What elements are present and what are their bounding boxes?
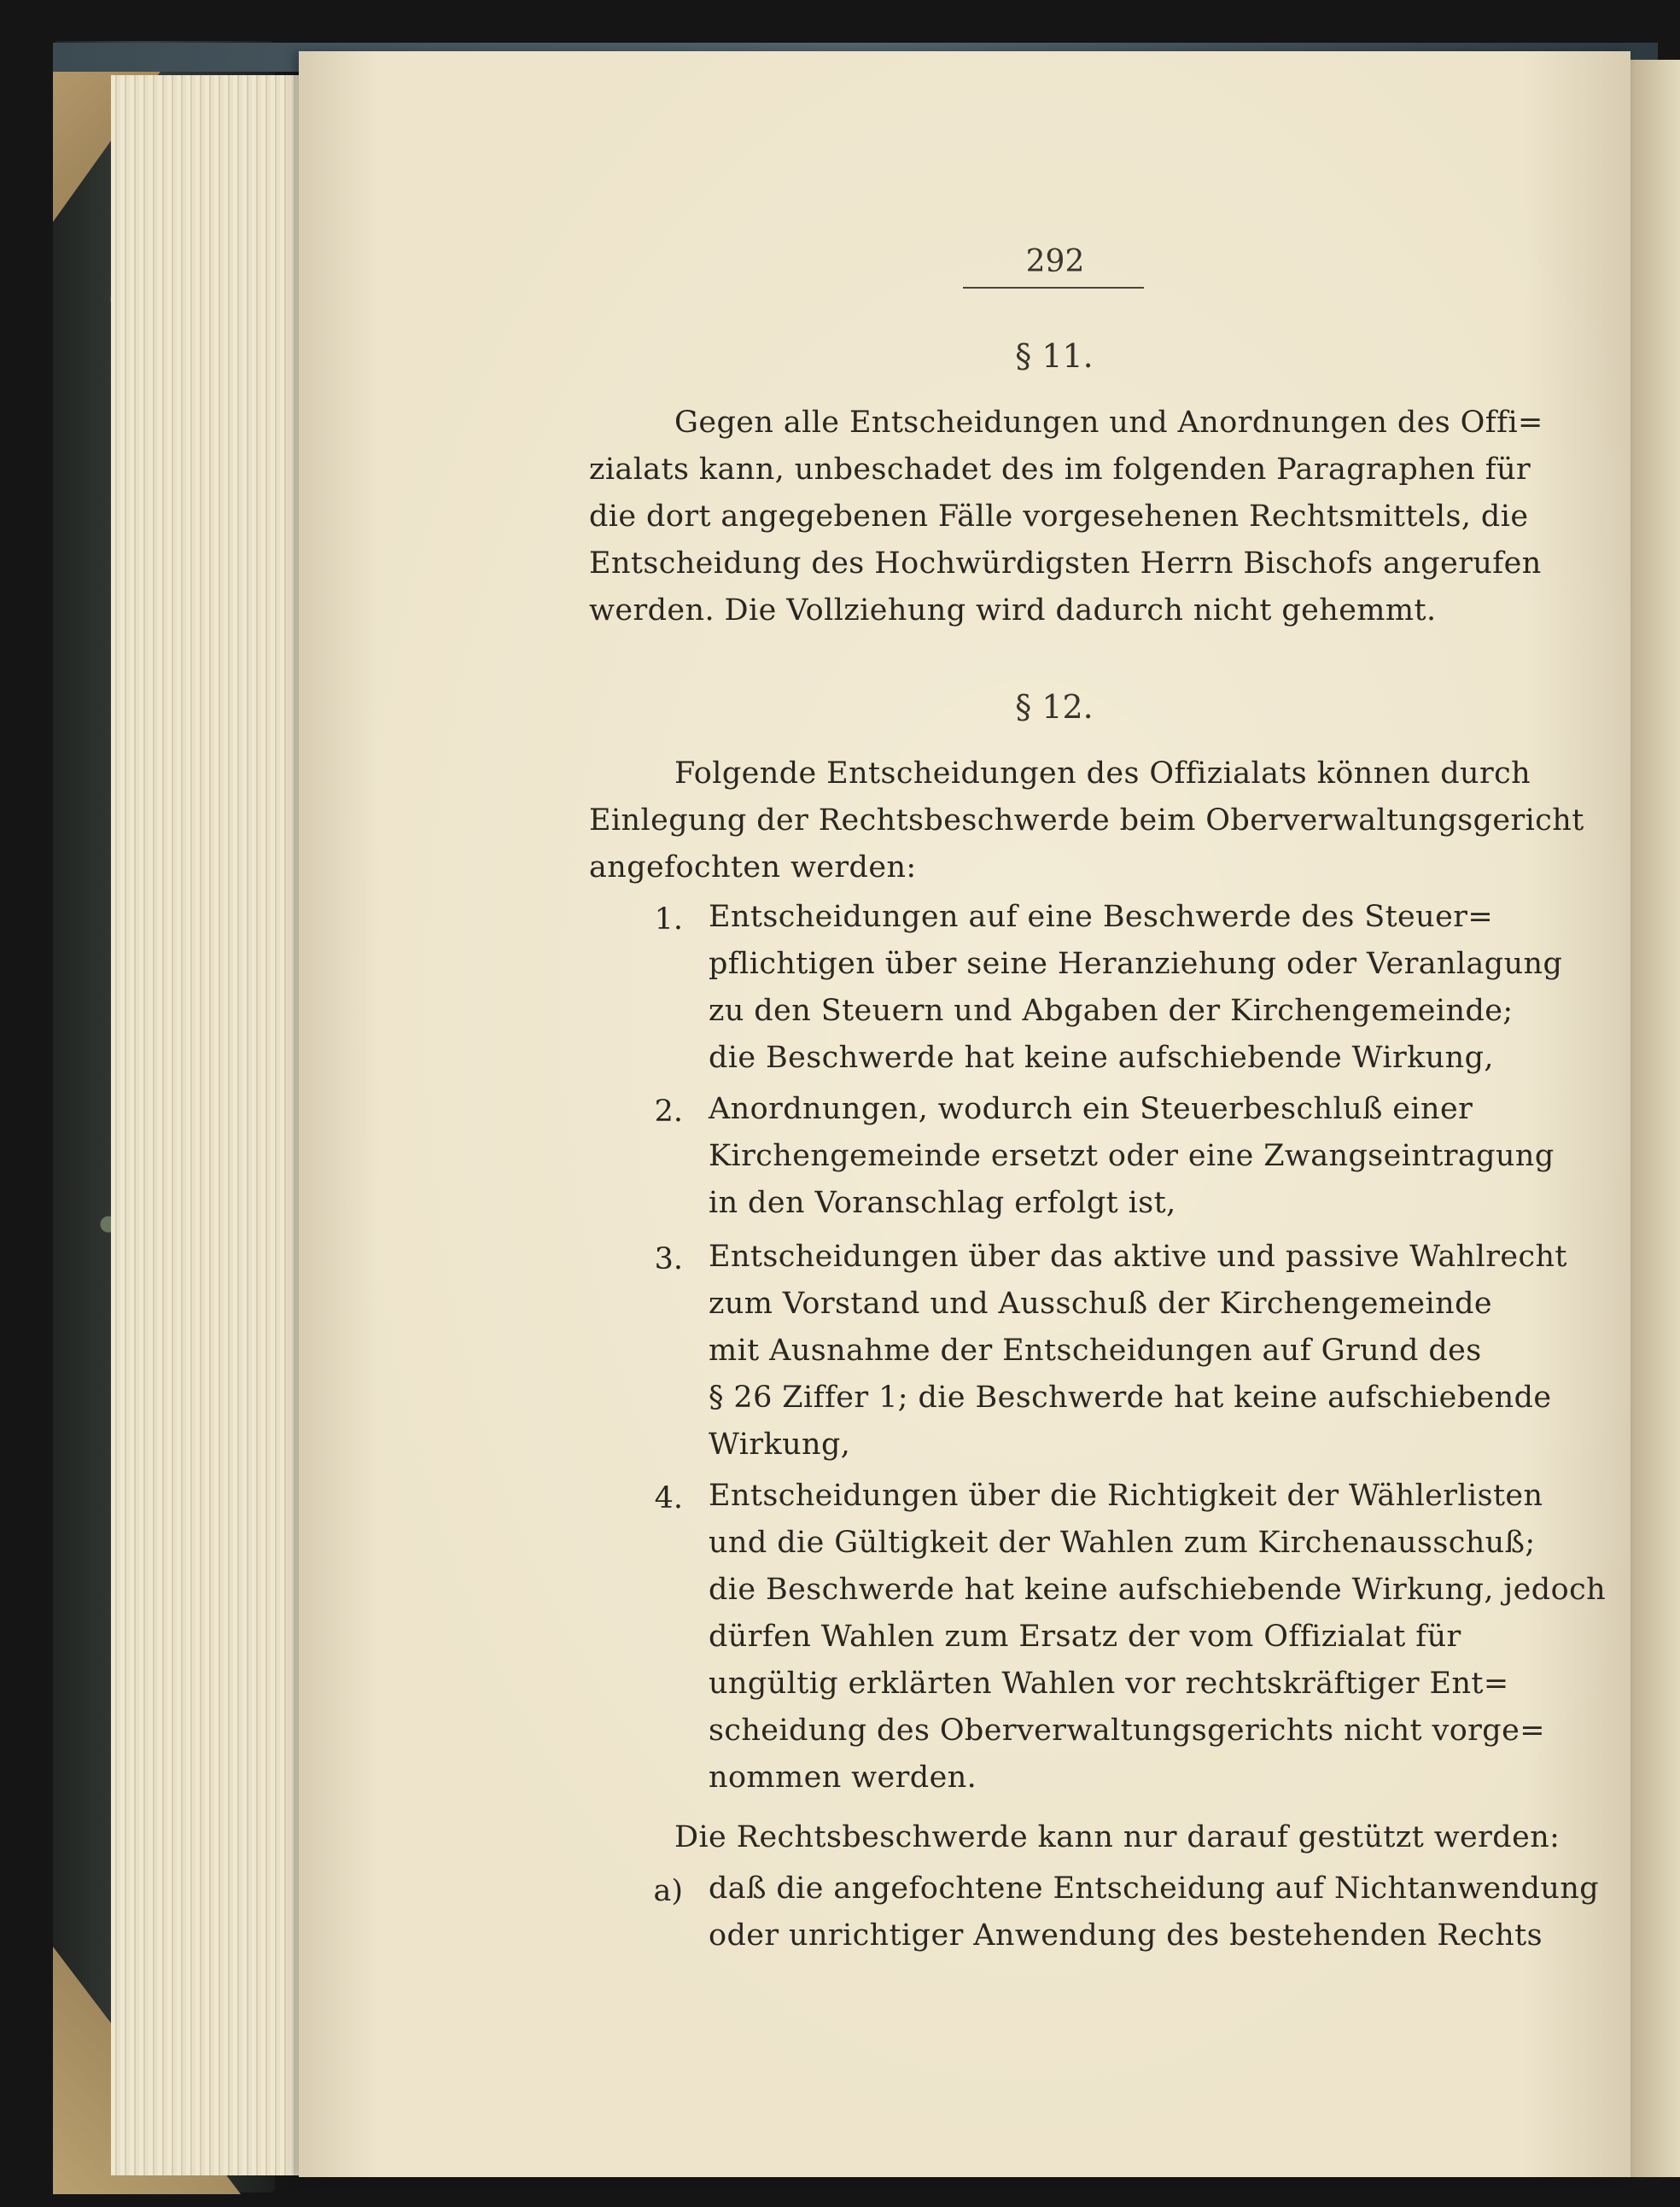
paragraph-line: Folgende Entscheidungen des Offizialats können durch — [674, 756, 1531, 791]
list-marker: 1. — [654, 902, 683, 937]
list-item-line: und die Gültigkeit der Wahlen zum Kirchenausschuß; — [709, 1526, 1536, 1560]
paragraph-line: Gegen alle Entscheidungen und Anordnungen des Offi= — [674, 406, 1543, 440]
list-item-line: Entscheidungen auf eine Beschwerde des Steuer= — [709, 900, 1494, 934]
list-marker: 4. — [654, 1481, 683, 1515]
list-item-line: in den Voranschlag erfolgt ist, — [709, 1186, 1176, 1220]
list-item-line: die Beschwerde hat keine aufschiebende Wirkung, — [709, 1041, 1494, 1075]
list-item-line: mit Ausnahme der Entscheidungen auf Grund des — [709, 1334, 1482, 1368]
section-heading-12: § 12. — [1015, 688, 1094, 726]
list-item-line: die Beschwerde hat keine aufschiebende Wirkung, jedoch — [709, 1573, 1607, 1607]
list-item-line: dürfen Wahlen zum Ersatz der vom Offizialat für — [709, 1620, 1461, 1654]
list-item-line: scheidung des Oberverwaltungsgerichts nicht vorge= — [709, 1714, 1545, 1748]
list-item-line: Entscheidungen über das aktive und passive Wahlrecht — [709, 1240, 1567, 1274]
list-item-line: Anordnungen, wodurch ein Steuerbeschluß einer — [709, 1092, 1473, 1126]
list-item-line: daß die angefochtene Entscheidung auf Nichtanwendung — [709, 1871, 1600, 1906]
paragraph-line: werden. Die Vollziehung wird dadurch nicht gehemmt. — [589, 593, 1437, 628]
list-item-line: nommen werden. — [709, 1760, 977, 1795]
list-item-line: Entscheidungen über die Richtigkeit der Wählerlisten — [709, 1479, 1543, 1513]
paragraph-line: Die Rechtsbeschwerde kann nur darauf gestützt werden: — [674, 1820, 1560, 1854]
page-edges — [111, 75, 309, 2175]
page-number: 292 — [1025, 244, 1085, 279]
list-item-line: Wirkung, — [709, 1428, 851, 1462]
list-item-line: § 26 Ziffer 1; die Beschwerde hat keine aufschiebende — [709, 1381, 1552, 1415]
facing-page-edge — [1630, 60, 1680, 2177]
paragraph-line: Einlegung der Rechtsbeschwerde beim Oberverwaltungsgericht — [589, 803, 1584, 838]
paragraph-line: zialats kann, unbeschadet des im folgenden Paragraphen für — [589, 452, 1531, 487]
list-item-line: oder unrichtiger Anwendung des bestehenden Rechts — [709, 1918, 1543, 1953]
list-item-line: zu den Steuern und Abgaben der Kirchengemeinde; — [709, 994, 1514, 1028]
paragraph-line: angefochten werden: — [589, 850, 917, 885]
list-marker: 3. — [654, 1242, 683, 1276]
list-marker: a) — [653, 1874, 683, 1908]
list-marker: 2. — [654, 1095, 683, 1129]
list-item-line: zum Vorstand und Ausschuß der Kirchengemeinde — [709, 1287, 1492, 1321]
list-item-line: ungültig erklärten Wahlen vor rechtskräftiger Ent= — [709, 1667, 1509, 1701]
paragraph-line: die dort angegebenen Fälle vorgesehenen Rechtsmittels, die — [589, 499, 1529, 534]
paragraph-line: Entscheidung des Hochwürdigsten Herrn Bischofs angerufen — [589, 546, 1542, 581]
list-item-line: Kirchengemeinde ersetzt oder eine Zwangseintragung — [709, 1139, 1555, 1173]
page-number-rule — [963, 287, 1144, 289]
section-heading-11: § 11. — [1015, 337, 1094, 375]
list-item-line: pflichtigen über seine Heranziehung oder Veranlagung — [709, 947, 1563, 981]
